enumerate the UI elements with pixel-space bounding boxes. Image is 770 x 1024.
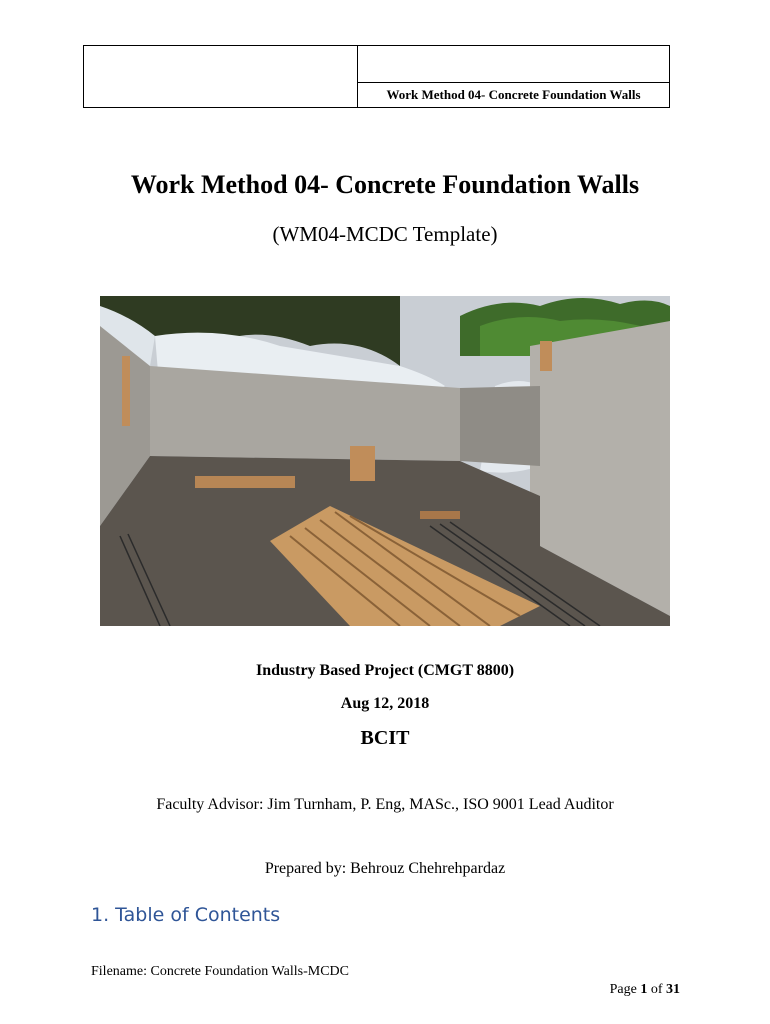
footer-filename: Filename: Concrete Foundation Walls-MCDC [91,964,349,979]
toc-heading[interactable]: 1. Table of Contents [91,904,281,926]
prepared-by: Prepared by: Behrouz Chehrehpardaz [264,860,506,877]
faculty-advisor: Faculty Advisor: Jim Turnham, P. Eng, MASc., ISO 9001 Lead Auditor [156,796,614,813]
document-subtitle: (WM04-MCDC Template) [272,222,498,246]
organization-name: BCIT [360,727,410,749]
document-date: Aug 12, 2018 [340,695,430,712]
header-table [83,45,670,108]
cover-photo [100,296,670,626]
project-name: Industry Based Project (CMGT 8800) [255,662,515,679]
page-of: of [647,982,666,997]
header-info-cell [358,46,669,107]
header-doc-label: Work Method 04- Concrete Foundation Walls [386,87,641,102]
header-blank-cell [358,46,669,83]
page-number [610,982,680,998]
page-total: 31 [666,982,680,997]
header-logo-cell [84,46,358,107]
page-current: 1 [640,982,648,997]
document-title: Work Method 04- Concrete Foundation Walls [130,170,640,199]
page-prefix: Page [609,982,641,997]
foundation-walls-photo [100,296,670,626]
